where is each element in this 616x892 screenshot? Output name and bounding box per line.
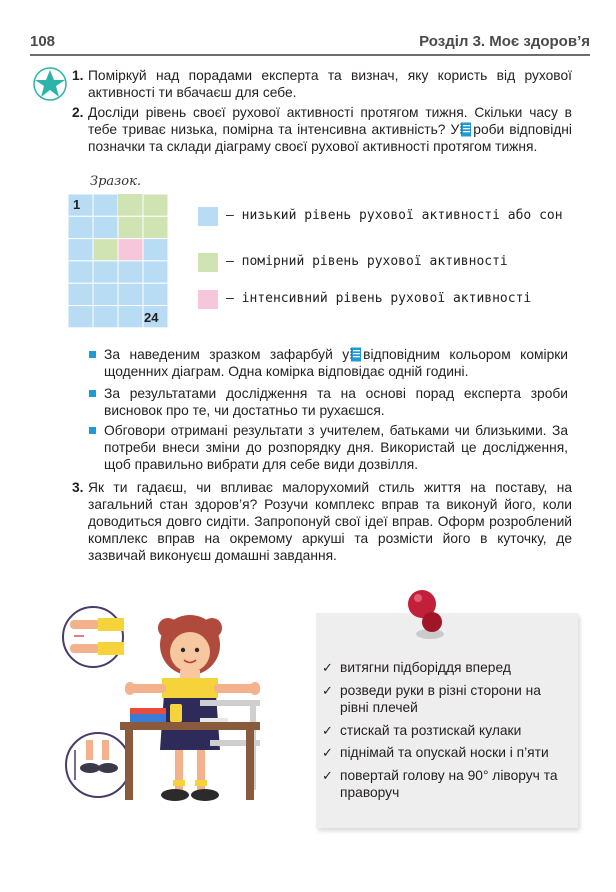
exercise-text: повертай голову на 90° ліворуч та праворуч	[340, 768, 558, 800]
grid-cell	[93, 261, 118, 283]
grid-cell	[68, 216, 93, 238]
bullet-marker	[89, 351, 96, 358]
grid-cell	[118, 216, 143, 238]
grid-cell	[68, 283, 93, 305]
bullet-1	[92, 346, 568, 380]
legend-low	[198, 206, 568, 225]
bullet-text: За результатами дослідження та на основі порад експерта зроби висновок про те, чи достатньо ти рухаєшся.	[104, 386, 568, 418]
bullet-text: відповідним кольором комірки щоденних діаграм. Одна комірка відповідає одній годині.	[104, 347, 568, 379]
task-text: роби відповідні позначки та склади діаграму своєї рухової активності протягом тижня.	[88, 122, 572, 154]
grid-cell	[143, 239, 168, 261]
task-number: 1.	[72, 68, 84, 83]
notebook-icon	[460, 122, 472, 137]
bullet-marker	[89, 390, 96, 397]
task-text: Досліди рівень своєї рухової активності протягом тижня. Скільки часу в тебе триває низька, помірна та інтенсивна активність? У	[88, 105, 572, 137]
bullet-text: За наведеним зразком зафарбуй у	[104, 347, 350, 362]
task-1	[72, 67, 572, 101]
pushpin-icon	[392, 580, 462, 650]
exercise-text: піднімай та опускай носки і п’яти	[340, 745, 549, 760]
first-cell-label: 1	[73, 197, 81, 212]
bullet-marker	[89, 427, 96, 434]
task-number: 3.	[72, 480, 84, 495]
exercise-item	[322, 722, 572, 739]
exercise-item	[322, 767, 572, 801]
checkmark-icon: ✓	[322, 683, 333, 698]
last-cell-label: 24	[144, 310, 159, 325]
task-2	[72, 104, 572, 155]
legend-swatch	[198, 253, 218, 272]
bullet-text: Обговори отримані результати з учителем, батьками чи близькими. За потреби внеси зміни до розпорядку дня. Використай це дослідження, щоб правильно вибрати для себе види дозвілля.	[104, 423, 568, 472]
legend-intense	[198, 289, 568, 308]
star-icon	[30, 64, 70, 104]
grid-cell	[118, 283, 143, 305]
grid-cell	[93, 239, 118, 261]
task-number: 2.	[72, 105, 84, 120]
grid-cell	[68, 261, 93, 283]
sample-label: Зразок.	[90, 174, 141, 189]
grid-cell	[143, 283, 168, 305]
grid-cell	[93, 216, 118, 238]
task-text: Поміркуй над порадами експерта та визнач, яку користь від рухової активності ти вбачаєш для себе.	[88, 68, 572, 100]
checkmark-icon: ✓	[322, 745, 333, 760]
task-3	[72, 479, 572, 564]
page-number: 108	[30, 33, 56, 50]
sample-diagram	[68, 194, 168, 328]
exercise-text: стискай та розтискай кулаки	[340, 723, 522, 738]
grid-cell	[68, 239, 93, 261]
grid-cell	[68, 194, 93, 216]
grid-cell	[93, 283, 118, 305]
grid-cell	[143, 261, 168, 283]
grid-cell	[118, 261, 143, 283]
grid-cell	[118, 306, 143, 328]
legend-text: — помірний рівень рухової активності	[226, 254, 508, 269]
bullet-3	[92, 422, 568, 473]
task-text: Як ти гадаєш, чи впливає малорухомий стиль життя на поставу, на загальний стан здоров’я? Розучи комплекс вправ та виконуй його, коли доводиться довго сидіти. Запропонуй свої ідеї вправ. Оформ розроблений комплекс вправ на окремому аркуші та розмісти його в куточку, де зазвичай виконуєш домашні завдання.	[88, 480, 572, 563]
exercise-text: розведи руки в різні сторони на рівні плечей	[340, 683, 541, 715]
grid-cell	[143, 216, 168, 238]
notebook-icon	[350, 347, 362, 362]
checkmark-icon: ✓	[322, 660, 333, 675]
legend-text: — низький рівень рухової активності або сон	[226, 208, 563, 223]
exercise-item	[322, 682, 572, 716]
exercise-item	[322, 744, 572, 761]
grid-cell	[118, 239, 143, 261]
grid-cell	[93, 306, 118, 328]
checkmark-icon: ✓	[322, 768, 333, 783]
legend-swatch	[198, 290, 218, 309]
header-divider	[30, 54, 590, 56]
bullet-2	[92, 385, 568, 419]
grid-cell	[93, 194, 118, 216]
grid-cell	[68, 306, 93, 328]
legend-swatch	[198, 207, 218, 226]
exercise-item	[322, 659, 572, 676]
exercise-illustration	[60, 600, 315, 815]
legend-text: — інтенсивний рівень рухової активності	[226, 291, 532, 306]
section-title: Розділ 3. Моє здоров’я	[419, 33, 590, 50]
exercise-text: витягни підборіддя вперед	[340, 660, 511, 675]
legend-moderate	[198, 252, 568, 271]
grid-cell	[143, 194, 168, 216]
checkmark-icon: ✓	[322, 723, 333, 738]
